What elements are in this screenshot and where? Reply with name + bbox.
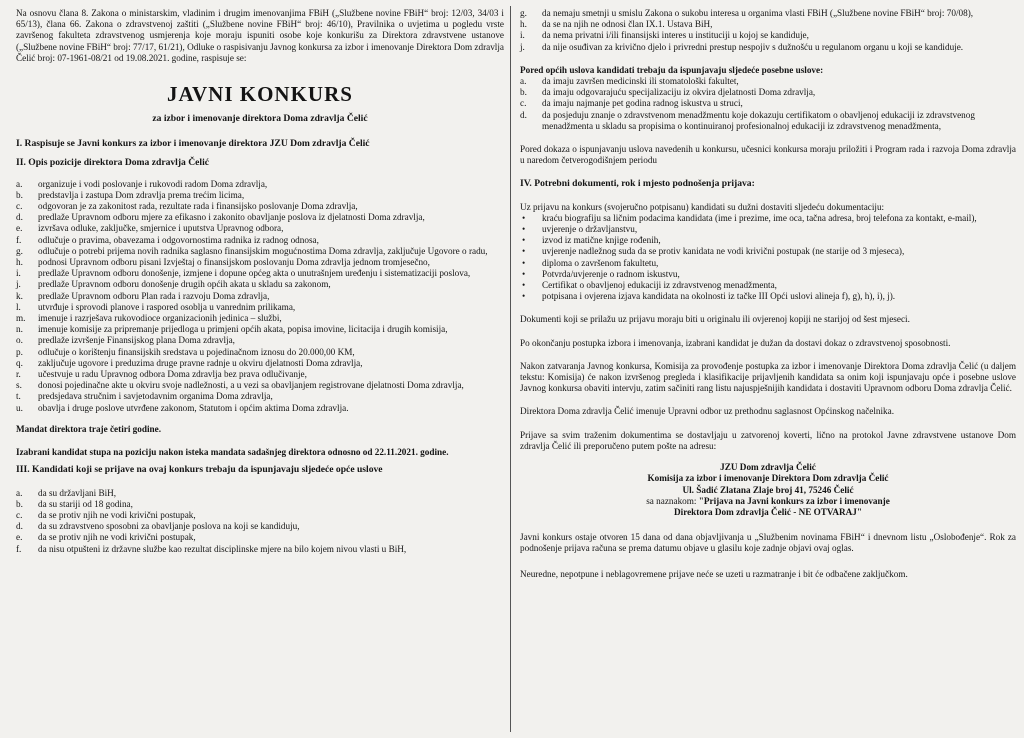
duties-list xyxy=(16,179,504,414)
mandate-text: Mandat direktora traje četiri godine. xyxy=(16,423,162,434)
list-item-letter: k. xyxy=(16,290,23,301)
list-item xyxy=(16,291,504,302)
list-item xyxy=(520,110,1016,132)
list-item xyxy=(16,335,504,346)
submission-text: Prijave sa svim traženim dokumentima se dostavljaju u zatvorenoj koverti, lično na protokol Javne zdravstvene ustanove Dom zdravlja Čelić ili preporučeno putem pošte na adresu: xyxy=(520,429,1016,451)
document-item xyxy=(520,291,1016,302)
list-item xyxy=(520,42,1016,53)
list-item-letter: d. xyxy=(520,109,527,120)
list-item-letter: b. xyxy=(16,189,23,200)
list-item xyxy=(16,380,504,391)
commission-procedure-text: Nakon zatvaranja Javnog konkursa, Komisija za provođenje postupka za izbor i imenovanje Direktora Doma zdravlja Čelić (u daljem tekstu: Komisija) će nakon izvršenog pregleda i klasifikacije prijavljenih kandidata sa onim koji ispunjavaju opće i posebne uslove Javnog konkursa obaviti intervju, zatim sačiniti rang listu najuspješnijih kandidata i dostaviti Upravnom odboru Doma zdravlja Čelić. xyxy=(520,360,1016,394)
list-item xyxy=(520,19,1016,30)
list-item-text: donosi pojedinačne akte u okviru svoje nadležnosti, a u vezi sa obavljanjem registrovane djelatnosti Doma zdravlja, xyxy=(38,380,464,391)
column-divider xyxy=(510,6,511,732)
list-item-letter: o. xyxy=(16,335,23,346)
list-item-text: da posjeduju znanje o zdravstvenom menadžmentu koje dokazuju certifikatom o obavljenoj edukaciji iz zdravstvenog menadžmenta u skladu sa propisima o kontinuiranoj profesionalnoj edukaciji iz zdravstvenog menadžmenta, xyxy=(542,109,975,131)
list-item-letter: i. xyxy=(520,30,525,41)
list-item-text: izvršava odluke, zaključke, smjernice i uputstva Upravnog odbora, xyxy=(38,223,284,234)
section-3-heading: III. Kandidati koji se prijave na ovaj konkurs trebaju da ispunjavaju sljedeće opće uslove xyxy=(16,464,383,476)
document-item-text: uvjerenje nadležnog suda da se protiv kanidata ne vodi krivični postupak (ne starije od 3 mjeseca), xyxy=(542,246,905,257)
list-item xyxy=(16,302,504,313)
list-item xyxy=(16,313,504,324)
list-item xyxy=(16,201,504,212)
list-item-text: odlučuje o korištenju finansijskih sredstava u pojedinačnom iznosu do 20.000,00 KM, xyxy=(38,346,355,357)
list-item-letter: t. xyxy=(16,391,21,402)
section-1-heading: I. Raspisuje se Javni konkurs za izbor i imenovanje direktora JZU Dom zdravlja Čelić xyxy=(16,138,370,150)
list-item-text: imenuje komisije za pripremanje prijedloga u primjeni općih akata, popisa imovine, licitacija i drugih komisija, xyxy=(38,324,448,335)
special-conditions-heading: Pored općih uslova kandidati trebaju da ispunjavaju sljedeće posebne uslove: xyxy=(520,64,824,75)
list-item-text: predlaže Upravnom odboru Plan rada i razvoju Doma zdravlja, xyxy=(38,290,270,301)
list-item-text: odlučuje o potrebi prijema novih radnika saglasno finansijskim mogućnostima Doma zdravlja, zaključuje Ugovore o radu, xyxy=(38,245,488,256)
list-item-letter: g. xyxy=(16,245,23,256)
list-item-text: da nema privatni i/ili finansijski interes u instituciji u kojoj se kandiduje, xyxy=(542,30,809,41)
documents-list xyxy=(520,213,1016,303)
document-item-text: kraću biografiju sa ličnim podacima kandidata (ime i prezime, ime oca, tačna adresa, broj telefona za kontakt, e-mail), xyxy=(542,212,977,223)
list-item-letter: f. xyxy=(16,234,22,245)
list-item xyxy=(16,358,504,369)
list-item-text: organizuje i vodi poslovanje i rukovodi radom Doma zdravlja, xyxy=(38,178,268,189)
address-line-1: JZU Dom zdravlja Čelić xyxy=(720,462,816,473)
address-block xyxy=(520,462,1016,518)
left-column xyxy=(16,8,504,734)
list-item-letter: c. xyxy=(520,98,527,109)
list-item-text: da se protiv njih ne vodi krivični postupak, xyxy=(38,532,196,543)
health-proof-text: Po okončanju postupka izbora i imenovanja, izabrani kandidat je dužan da dostavi dokaz o zdravstvenoj sposobnosti. xyxy=(520,337,951,348)
section-4-heading: IV. Potrebni dokumenti, rok i mjesto podnošenja prijava: xyxy=(520,178,755,190)
general-conditions-list xyxy=(16,488,504,555)
list-item-letter: f. xyxy=(16,543,22,554)
document-item xyxy=(520,224,1016,235)
notice-title: JAVNI KONKURS xyxy=(167,82,353,107)
list-item xyxy=(16,223,504,234)
bullet-icon: • xyxy=(522,235,526,246)
document-item xyxy=(520,246,1016,257)
document-item-text: diploma o završenom fakultetu, xyxy=(542,257,659,268)
list-item-text: da imaju odgovarajuću specijalizaciju iz okvira djelatnosti Doma zdravlja, xyxy=(542,87,816,98)
address-note: "Prijava na Javni konkurs za izbor i imenovanje xyxy=(698,495,890,506)
program-paragraph: Pored dokaza o ispunjavanju uslova navedenih u konkursu, učesnici konkursa moraju priložiti i Program rada i razvoja Doma zdravlja u naredom četverogodišnjem periodu xyxy=(520,144,1016,166)
list-item xyxy=(16,268,504,279)
list-item-text: zaključuje ugovore i preduzima druge pravne radnje u okviru djelatnosti Doma zdravlja, xyxy=(38,357,363,368)
document-item-text: Certifikat o obavljenoj edukaciji iz zdravstvenog menadžmenta, xyxy=(542,280,777,291)
list-item-letter: j. xyxy=(520,41,525,52)
document-item-text: Potvrda/uvjerenje o radnom iskustvu, xyxy=(542,268,680,279)
document-item xyxy=(520,280,1016,291)
deadline-text: Javni konkurs ostaje otvoren 15 dana od dana objavljivanja u „Službenim novinama FBiH“ i dnevnom listu „Oslobođenje“. Rok za podnošenje prijava računa se prema datumu objave u glasilu koje zadnje objavi ovaj oglas. xyxy=(520,532,1016,554)
list-item-letter: d. xyxy=(16,521,23,532)
address-line-5: Direktora Dom zdravlja Čelić - NE OTVARAJ" xyxy=(674,506,862,517)
document-item xyxy=(520,235,1016,246)
list-item xyxy=(16,532,504,543)
list-item-letter: l. xyxy=(16,301,21,312)
list-item xyxy=(16,544,504,555)
list-item xyxy=(520,8,1016,19)
list-item-letter: c. xyxy=(16,509,23,520)
list-item xyxy=(16,235,504,246)
list-item-letter: a. xyxy=(16,178,23,189)
document-item-text: potpisana i ovjerena izjava kandidata na okolnosti iz tačke III Opći uslovi alineja f), g), h), i), j). xyxy=(542,291,896,302)
notice-subtitle: za izbor i imenovanje direktora Doma zdravlja Čelić xyxy=(152,113,368,125)
bullet-icon: • xyxy=(522,291,526,302)
list-item-letter: a. xyxy=(16,487,23,498)
list-item-text: da su državljani BiH, xyxy=(38,487,117,498)
list-item-letter: s. xyxy=(16,380,22,391)
list-item-letter: d. xyxy=(16,212,23,223)
special-conditions-list xyxy=(520,76,1016,132)
appointment-text: Direktora Doma zdravlja Čelić imenuje Upravni odbor uz prethodnu saglasnost Općinskog načelnika. xyxy=(520,406,895,417)
list-item-text: odlučuje o pravima, obavezama i odgovornostima radnika iz radnog odnosa, xyxy=(38,234,319,245)
documents-original-text: Dokumenti koji se prilažu uz prijavu moraju biti u originalu ili ovjerenoj kopiji ne starijoj od šest mjeseci. xyxy=(520,314,910,325)
list-item-text: da imaju završen medicinski ili stomatološki fakultet, xyxy=(542,76,739,87)
document-item xyxy=(520,213,1016,224)
list-item-text: učestvuje u radu Upravnog odbora Doma zdravlja bez prava odlučivanje, xyxy=(38,369,307,380)
start-date-text: Izabrani kandidat stupa na poziciju nakon isteka mandata sadašnjeg direktora odnosno od 22.11.2021. godine. xyxy=(16,447,449,458)
bullet-icon: • xyxy=(522,280,526,291)
list-item-text: predstavlja i zastupa Dom zdravlja prema trećim licima, xyxy=(38,189,245,200)
section-2-heading: II. Opis pozicije direktora Doma zdravlja Čelić xyxy=(16,157,210,169)
list-item-letter: r. xyxy=(16,369,21,380)
list-item-letter: a. xyxy=(520,76,527,87)
list-item-letter: h. xyxy=(16,257,23,268)
list-item xyxy=(16,190,504,201)
list-item-text: odgovoran je za zakonitost rada, rezultate rada i finansijsko poslovanje Doma zdravlja, xyxy=(38,201,358,212)
list-item-letter: b. xyxy=(16,498,23,509)
list-item-letter: h. xyxy=(520,19,527,30)
intro-paragraph: Na osnovu člana 8. Zakona o ministarskim, vladinim i drugim imenovanjima FBiH („Službene novine FBiH“ broj: 12/03, 34/03 i 65/13), člana 66. Zakona o zdravstvenoj zaštiti („Službene novine FBiH“ broj: 46/10), Pravilnika o uvjetima u pogledu vrste završenog fakulteta zdravstvenog usmjerenja koje moraju ispuniti osobe koje konkurišu za Direktora zdravstvene ustanove („Službene novine FBiH“ broj: 77/17, 61/21), Odluke o raspisivanju Javnog konkursa za izbor i imenovanje Direktora Dom zdravlja Čelić broj: 07-1961-08/21 od 19.08.2021. godine, raspisuje se: xyxy=(16,8,504,63)
list-item xyxy=(16,179,504,190)
list-item-text: utvrđuje i sprovodi planove i raspored osoblja u vanrednim prilikama, xyxy=(38,301,296,312)
list-item xyxy=(16,279,504,290)
bullet-icon: • xyxy=(522,212,526,223)
address-line-3: Ul. Šadić Zlatana Zlaje broj 41, 75246 Čelić xyxy=(682,484,854,495)
document-item-text: izvod iz matične knjige rođenih, xyxy=(542,235,661,246)
list-item xyxy=(520,76,1016,87)
general-conditions-list-continued xyxy=(520,8,1016,53)
list-item xyxy=(16,369,504,380)
list-item xyxy=(520,87,1016,98)
right-column xyxy=(520,8,1016,734)
address-line-2: Komisija za izbor i imenovanje Direktora Dom zdravlja Čelić xyxy=(647,473,889,484)
list-item-text: obavlja i druge poslove utvrđene zakonom, Statutom i općim aktima Doma zdravlja. xyxy=(38,402,349,413)
bullet-icon: • xyxy=(522,224,526,235)
list-item-letter: j. xyxy=(16,279,21,290)
list-item-letter: c. xyxy=(16,201,23,212)
list-item xyxy=(16,246,504,257)
bullet-icon: • xyxy=(522,246,526,257)
list-item-text: da su zdravstveno sposobni za obavljanje poslova na koji se kandiduju, xyxy=(38,521,300,532)
list-item-text: da se protiv njih ne vodi krivični postupak, xyxy=(38,509,196,520)
list-item-text: predlaže Upravnom odboru mjere za efikasno i zakonito obavljanje poslova iz djelatnosti Doma zdravlja, xyxy=(38,212,425,223)
address-line-4 xyxy=(520,496,1016,507)
list-item xyxy=(16,403,504,414)
list-item-text: predlaže Upravnom odboru donošenje drugih općih akata u skladu sa zakonom, xyxy=(38,279,331,290)
list-item-letter: n. xyxy=(16,324,23,335)
list-item-text: predlaže izvršenje Finansijskog plana Doma zdravlja, xyxy=(38,335,235,346)
list-item-text: predsjedava stručnim i savjetodavnim organima Doma zdravlja, xyxy=(38,391,273,402)
list-item-text: imenuje i razrješava rukovodioce organizacionih jedinica – službi, xyxy=(38,313,282,324)
document-item xyxy=(520,269,1016,280)
list-item-text: da se na njih ne odnosi član IX.1. Ustava BiH, xyxy=(542,19,713,30)
list-item-text: da imaju najmanje pet godina radnog iskustva u struci, xyxy=(542,98,743,109)
list-item xyxy=(16,347,504,358)
list-item-text: da su stariji od 18 godina, xyxy=(38,498,133,509)
list-item-letter: e. xyxy=(16,532,23,543)
list-item xyxy=(16,257,504,268)
list-item-text: da nije osuđivan za krivično djelo i privredni prestup nespojiv s dužnošću u regulanom organu u koji se kandiduje. xyxy=(542,41,964,52)
list-item xyxy=(16,510,504,521)
list-item-letter: m. xyxy=(16,313,26,324)
list-item xyxy=(520,30,1016,41)
list-item-letter: u. xyxy=(16,402,23,413)
list-item xyxy=(16,391,504,402)
list-item-letter: p. xyxy=(16,346,23,357)
rejection-text: Neuredne, nepotpune i neblagovremene prijave neće se uzeti u razmatranje i bit će odbačene zaključkom. xyxy=(520,568,908,579)
list-item-letter: e. xyxy=(16,223,23,234)
list-item xyxy=(16,212,504,223)
address-note-prefix: sa naznakom: xyxy=(646,495,699,506)
list-item xyxy=(16,488,504,499)
bullet-icon: • xyxy=(522,257,526,268)
list-item xyxy=(16,324,504,335)
list-item-text: podnosi Upravnom odboru pisani Izvještaj o finansijskom poslovanju Doma zdravlja jednom tromjesečno, xyxy=(38,257,430,268)
list-item-letter: b. xyxy=(520,87,527,98)
documents-intro: Uz prijavu na konkurs (svojeručno potpisanu) kandidati su dužni dostaviti sljedeću dokumentaciju: xyxy=(520,201,885,212)
list-item-letter: g. xyxy=(520,8,527,18)
list-item-text: da nemaju smetnji u smislu Zakona o sukobu interesa u organima vlasti FBiH („Službene novine FBiH“ broj: 70/08), xyxy=(542,8,974,18)
document-item xyxy=(520,258,1016,269)
list-item-text: da nisu otpušteni iz državne službe kao rezultat disciplinske mjere na bilo kojem nivou vlasti u BiH, xyxy=(38,543,407,554)
list-item-letter: i. xyxy=(16,268,21,279)
document-item-text: uvjerenje o državljanstvu, xyxy=(542,224,638,235)
list-item-letter: q. xyxy=(16,357,23,368)
bullet-icon: • xyxy=(522,268,526,279)
list-item xyxy=(16,521,504,532)
list-item xyxy=(16,499,504,510)
list-item xyxy=(520,98,1016,109)
list-item-text: predlaže Upravnom odboru donošenje, izmjene i dopune općeg akta o unutrašnjem uređenju i sistematizaciji poslova, xyxy=(38,268,471,279)
